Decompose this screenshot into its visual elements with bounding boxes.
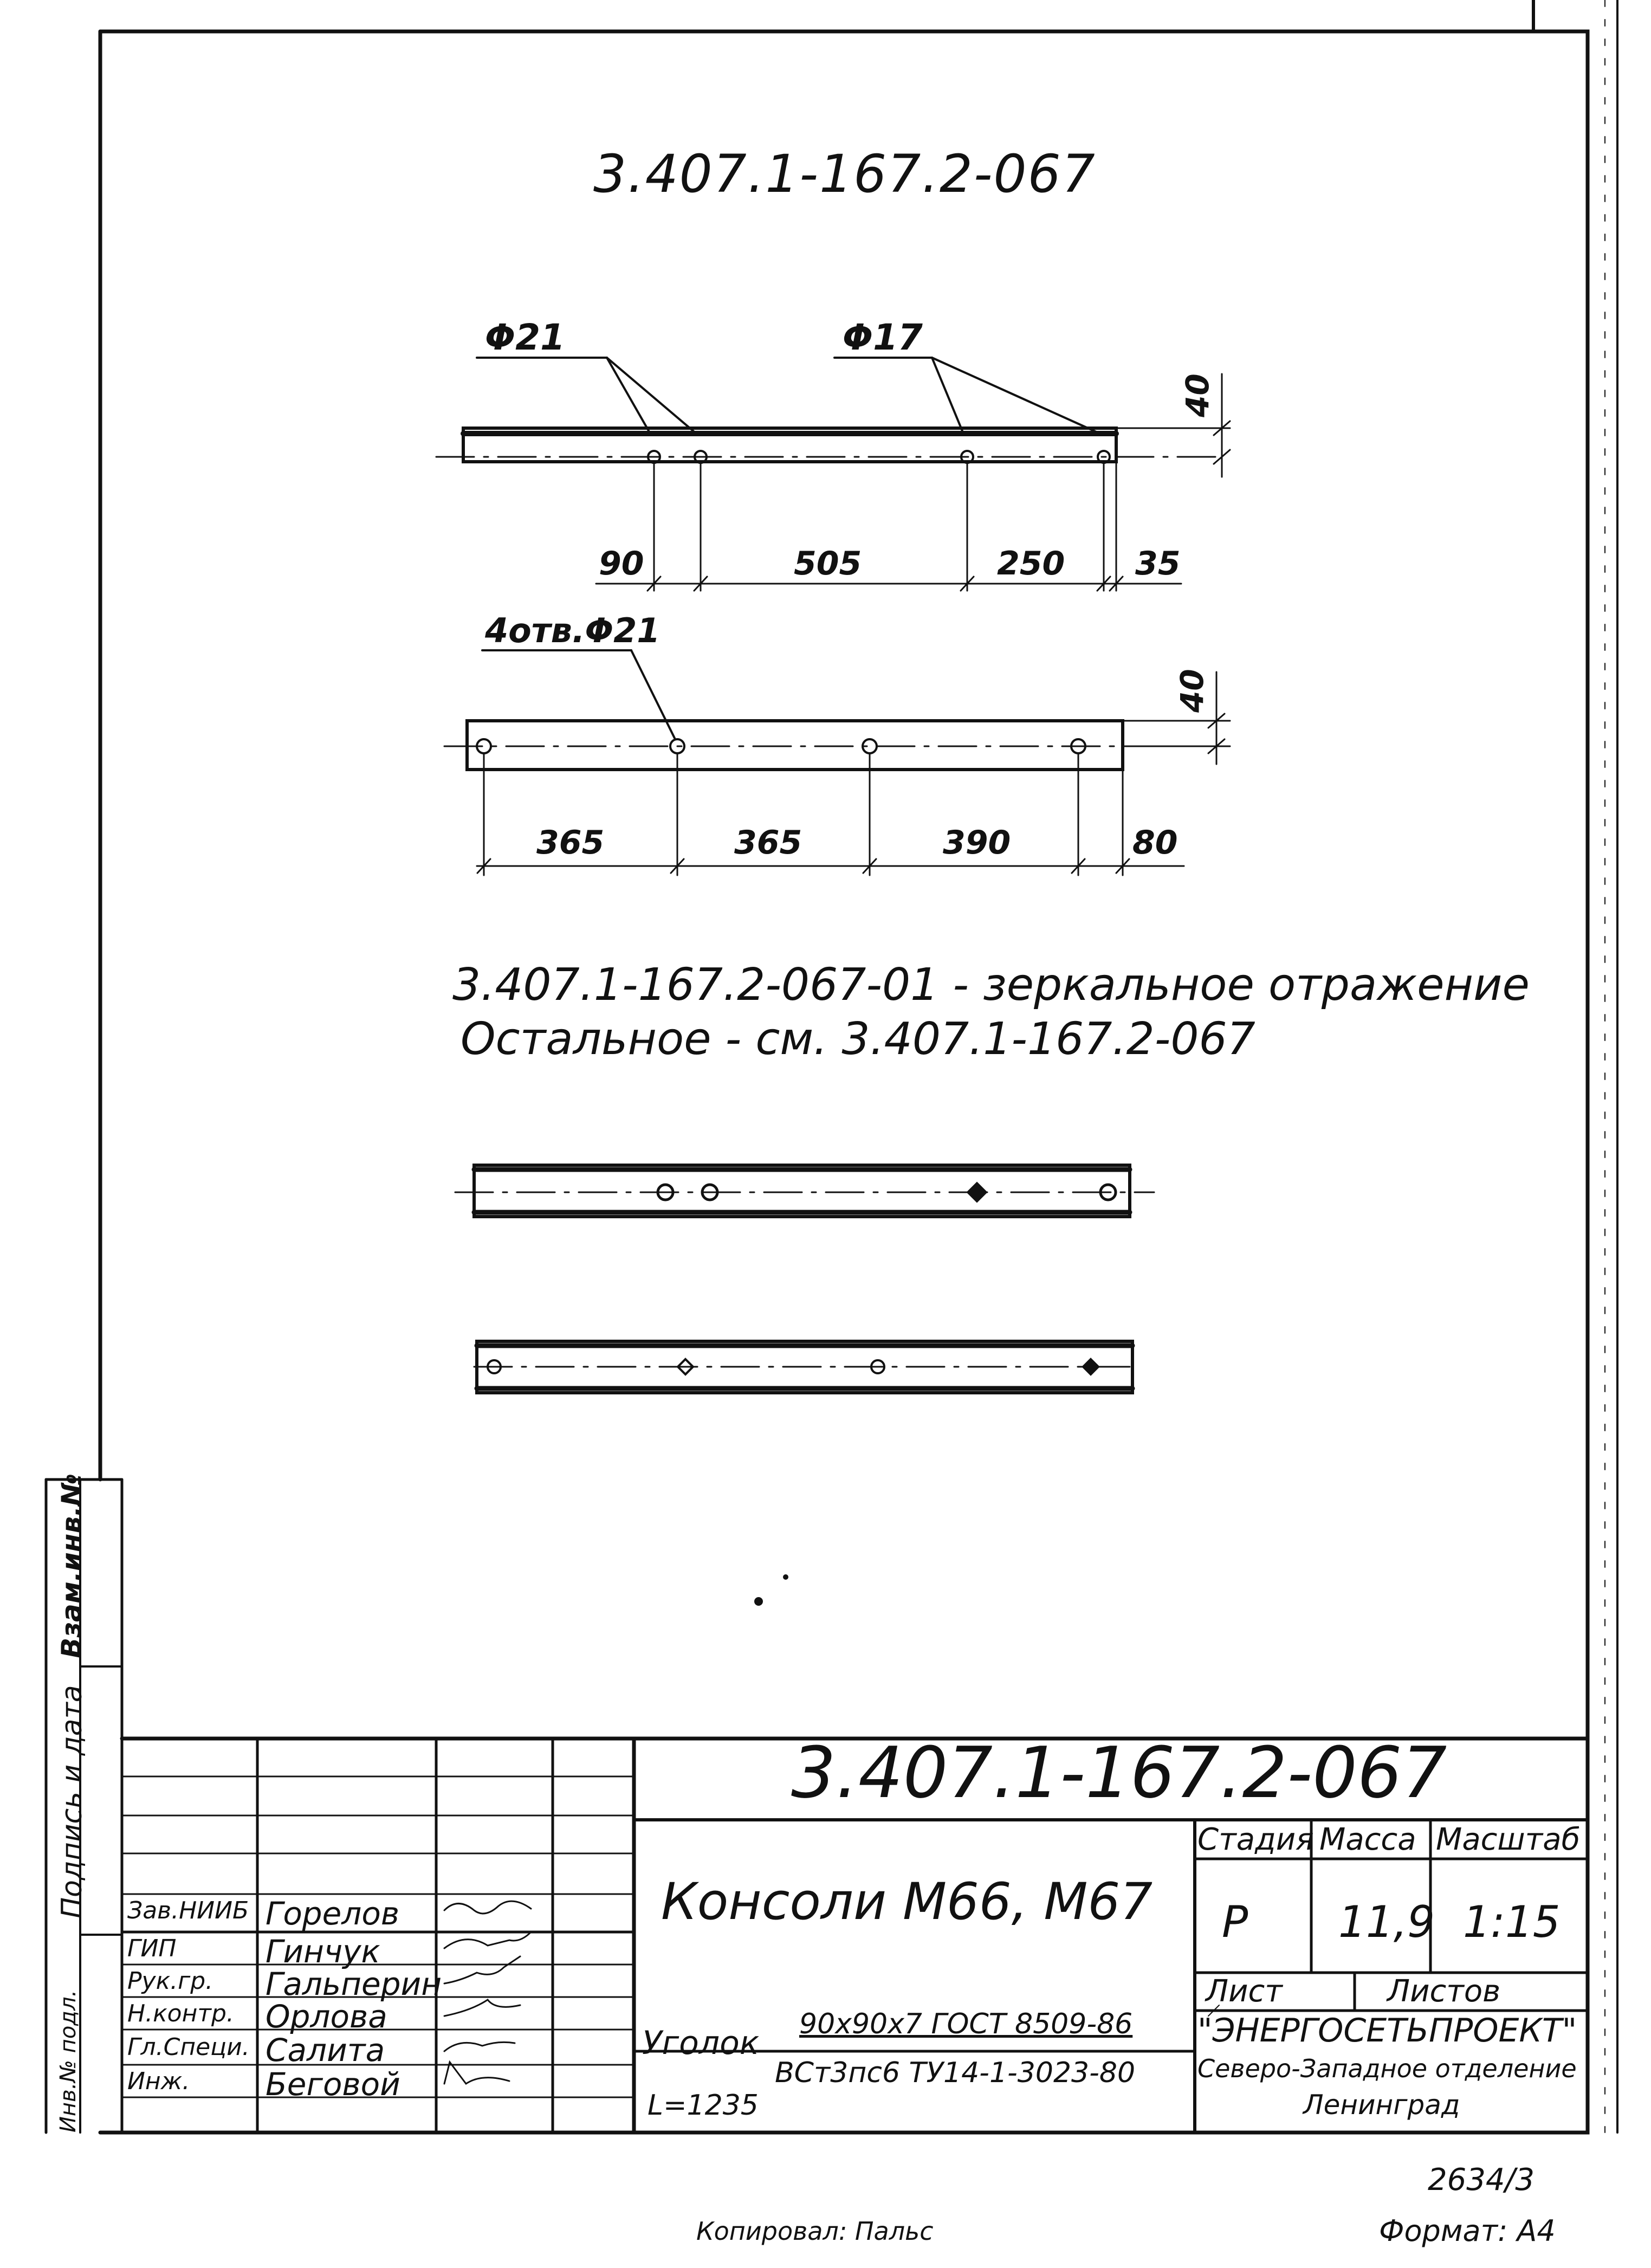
- value-scale: 1:15: [1463, 1897, 1561, 1947]
- header-scale: Масштаб: [1436, 1822, 1581, 1857]
- note-rest: Остальное - см. 3.407.1-167.2-067: [461, 1013, 1255, 1065]
- signer-role: ГИП: [127, 1935, 177, 1962]
- view2-height-dim: 40: [1174, 669, 1210, 713]
- value-stage: Р: [1222, 1897, 1248, 1947]
- signer-name: Салита: [266, 2032, 385, 2069]
- note-mirror: 3.407.1-167.2-067-01 - зеркальное отражение: [452, 959, 1530, 1011]
- signer-role: Гл.Специ.: [127, 2033, 250, 2061]
- header-stage: Стадия: [1197, 1822, 1314, 1857]
- label-sheets: Листов: [1387, 1974, 1501, 2009]
- material-profile: 90x90x7 ГОСТ 8509-86: [799, 2008, 1133, 2040]
- view2-hole-label: 4отв.Φ21: [485, 611, 661, 650]
- view1-dim-3: 250: [997, 545, 1065, 583]
- view1-height-dim: 40: [1179, 373, 1216, 417]
- view2-dim-1: 365: [536, 824, 605, 862]
- label-sheet: Лист: [1206, 1974, 1283, 2009]
- view3-hole: [968, 1184, 986, 1201]
- view1-dim-4: 35: [1135, 545, 1181, 583]
- archive-number: 2634/3: [1428, 2162, 1535, 2198]
- view1-dim-2: 505: [794, 545, 862, 583]
- side-stamp-inv-no: Инв.№ подл.: [56, 1989, 81, 2133]
- material-label: Уголок: [642, 2024, 760, 2062]
- side-stamp-replacement-inv: Взам.инв.№: [56, 1473, 87, 1658]
- signer-name: Горелов: [266, 1895, 400, 1932]
- view4-hole: [1083, 1359, 1098, 1374]
- title-block-designation: 3.407.1-167.2-067: [791, 1731, 1447, 1814]
- view3-part: [455, 1165, 1154, 1217]
- view2-dim-2: 365: [734, 824, 802, 862]
- signer-name: Гинчук: [266, 1933, 380, 1970]
- view1-hole-label-left: Φ21: [485, 316, 565, 358]
- signer-role: Рук.гр.: [127, 1967, 213, 1995]
- org-city: Ленинград: [1303, 2089, 1460, 2121]
- view2-dim-4: 80: [1132, 824, 1178, 862]
- signer-role: Инж.: [127, 2067, 190, 2095]
- org-branch: Северо-Западное отделение: [1197, 2054, 1577, 2083]
- view1-hole-label-right: Φ17: [843, 316, 923, 358]
- header-mass: Масса: [1319, 1822, 1416, 1857]
- signer-name: Орлова: [266, 1998, 387, 2035]
- copied-by: Копировал: Пальс: [696, 2217, 934, 2246]
- view2-dim-3: 390: [943, 824, 1011, 862]
- org-name: "ЭНЕРГОСЕТЬПРОЕКТ": [1197, 2012, 1577, 2050]
- view1-dim-1: 90: [599, 545, 644, 583]
- signer-role: Зав.НИИБ: [127, 1897, 249, 1924]
- material-steel: ВСт3пс6 ТУ14-1-3023-80: [775, 2057, 1136, 2089]
- value-mass: 11,9: [1338, 1897, 1435, 1947]
- signer-name: Беговой: [266, 2066, 400, 2103]
- signer-role: Н.контр.: [127, 2000, 234, 2027]
- title-block-item-name: Консоли М66, М67: [661, 1872, 1153, 1931]
- material-length: L=1235: [648, 2089, 759, 2122]
- side-stamp-signature-date: Подпись и дата: [56, 1685, 88, 1918]
- sheet-format: Формат: А4: [1379, 2214, 1556, 2248]
- view4-part: [474, 1341, 1132, 1393]
- drawing-designation-top: 3.407.1-167.2-067: [593, 144, 1096, 204]
- signer-name: Гальперин: [266, 1966, 442, 2002]
